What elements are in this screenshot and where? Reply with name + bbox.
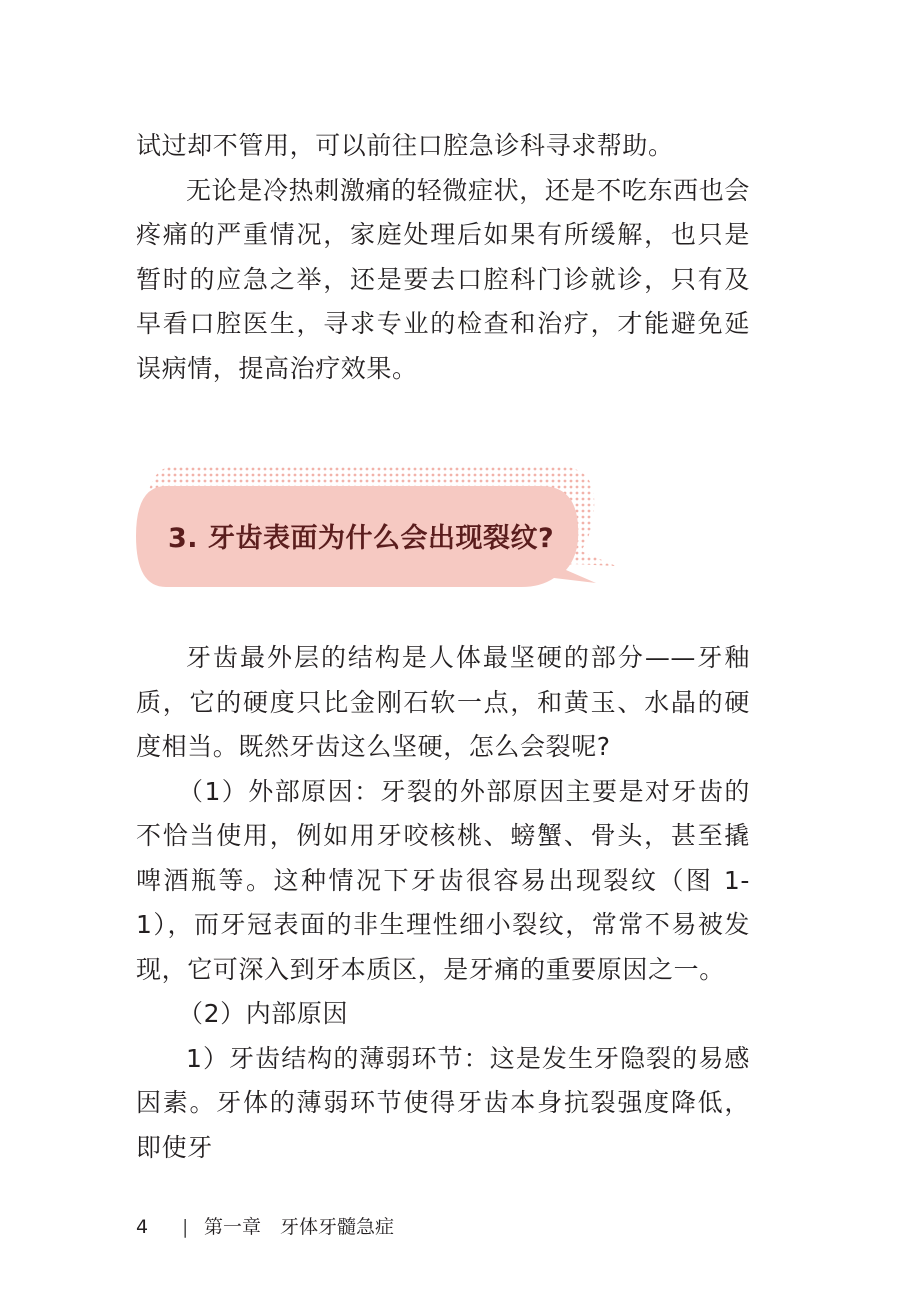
text-block-top	[136, 124, 750, 391]
chapter-title: 第一章 牙体牙髓急症	[204, 1216, 395, 1238]
section-heading-banner	[136, 466, 616, 591]
paragraph-internal-causes-heading: （2）内部原因	[178, 999, 349, 1028]
paragraph-weak-structure: 1）牙齿结构的薄弱环节：这是发生牙隐裂的易感因素。牙体的薄弱环节使得牙齿本身抗裂强度降低，即使牙	[136, 1043, 750, 1162]
paragraph-continuation: 试过却不管用，可以前往口腔急诊科寻求帮助。	[136, 131, 674, 160]
section-heading: 3. 牙齿表面为什么会出现裂纹?	[168, 523, 555, 554]
paragraph-external-causes: （1）外部原因：牙裂的外部原因主要是对牙齿的不恰当使用，例如用牙咬核桃、螃蟹、骨头，甚至撬啤酒瓶等。这种情况下牙齿很容易出现裂纹（图 1-1），而牙冠表面的非生理性细小裂纹，常常不易被发现，它可深入到牙本质区，是牙痛的重要原因之一。	[136, 776, 750, 984]
text-block-main	[136, 636, 750, 1170]
page-footer	[136, 1212, 394, 1239]
paragraph-enamel-intro: 牙齿最外层的结构是人体最坚硬的部分——牙釉质，它的硬度只比金刚石软一点，和黄玉、水晶的硬度相当。既然牙齿这么坚硬，怎么会裂呢?	[136, 643, 750, 761]
footer-separator: |	[182, 1216, 189, 1238]
paragraph-emergency-advice: 无论是冷热刺激痛的轻微症状，还是不吃东西也会疼痛的严重情况，家庭处理后如果有所缓解，也只是暂时的应急之举，还是要去口腔科门诊就诊，只有及早看口腔医生，寻求专业的检查和治疗，才能避免延误病情，提高治疗效果。	[136, 175, 750, 383]
page-number: 4	[136, 1216, 149, 1238]
